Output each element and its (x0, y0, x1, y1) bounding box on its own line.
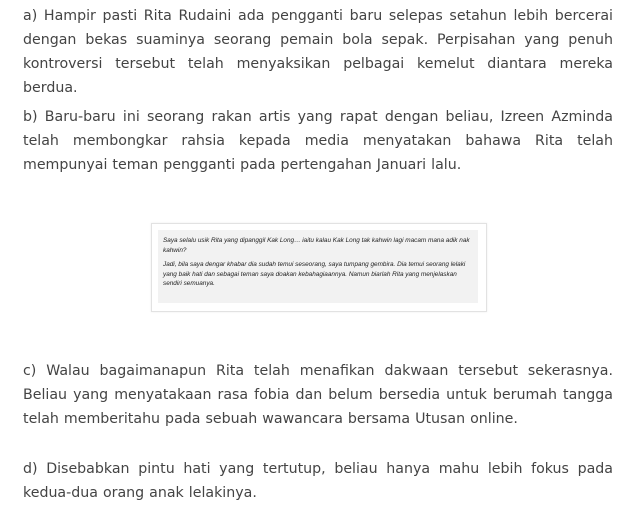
paragraph-d: d) Disebabkan pintu hati yang tertutup, beliau hanya mahu lebih fokus pada kedua-dua orang anak lelakinya. (23, 461, 613, 501)
paragraph-b: b) Baru-baru ini seorang rakan artis yang rapat dengan beliau, Izreen Azminda telah membongkar rahsia kepada media menyatakan bahawa Rita telah mempunyai teman pengganti pada pertengahan Januari lalu. (23, 109, 613, 173)
paragraph-c: c) Walau bagaimanapun Rita telah menafikan dakwaan tersebut sekerasnya. Beliau yang menyatakaan rasa fobia dan belum bersedia untuk berumah tangga telah memberitahu pada sebuah wawancara bersama Utusan online. (23, 363, 613, 427)
quote-panel (158, 230, 478, 303)
paragraph-a: a) Hampir pasti Rita Rudaini ada pengganti baru selepas setahun lebih bercerai dengan bekas suaminya seorang pemain bola sepak. Perpisahan yang penuh kontroversi tersebut telah menyaksikan pelbagai kemelut diantara mereka berdua. (23, 8, 613, 96)
quote-image (151, 223, 487, 312)
quote-line-2: Jadi, bila saya dengar khabar dia sudah temui seseorang, saya tumpang gembira. Dia temui seorang lelaki yang baik hati dan sebagai teman saya doakan kebahagiaannya. Namun biarlah Rita yang menjelaskan sendiri semuanya. (163, 261, 466, 288)
quote-line-1: Saya selalu usik Rita yang dipanggil Kak Long… iaitu kalau Kak Long tak kahwin lagi macam mana adik nak kahwin? (163, 237, 470, 254)
